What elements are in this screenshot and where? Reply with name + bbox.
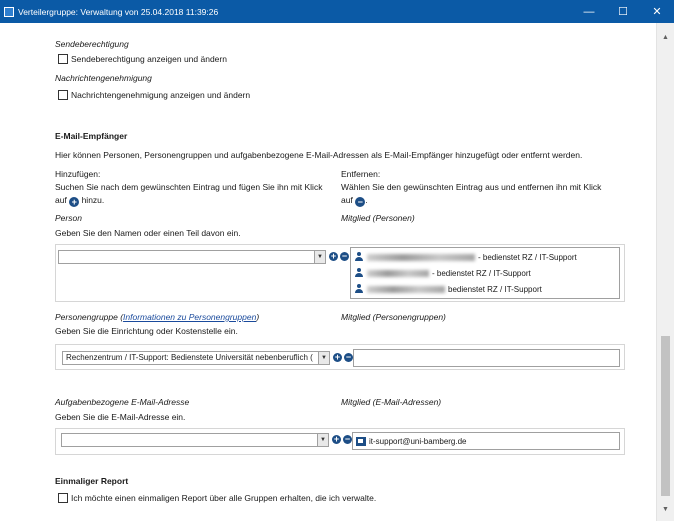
group-select[interactable]: Rechenzentrum / IT-Support: Bedienstete Universität nebenberuflich ( ▼ — [62, 351, 330, 365]
group-label: Personengruppe (Informationen zu Personengruppen) — [55, 312, 260, 322]
chevron-down-icon[interactable]: ▼ — [317, 434, 328, 446]
address-input[interactable] — [61, 433, 329, 447]
recipients-intro: Hier können Personen, Personengruppen und aufgabenbezogene E-Mail-Adressen als E-Mail-Empfänger hinzugefügt oder entfernt werden. — [55, 150, 583, 160]
group-info-link[interactable]: Informationen zu Personengruppen — [123, 312, 257, 322]
person-label: Person — [55, 213, 82, 223]
minus-circle-icon: − — [355, 197, 365, 207]
remove-label: Entfernen: — [341, 169, 381, 179]
remove-address-button[interactable]: − — [344, 434, 351, 444]
add-text-1: Suchen Sie nach dem gewünschten Eintrag und fügen Sie ihn mit Klick — [55, 182, 323, 192]
person-icon — [354, 252, 364, 262]
report-heading: Einmaliger Report — [55, 476, 129, 486]
approval-row[interactable] — [58, 90, 250, 100]
address-members-label: Mitglied (E-Mail-Adressen) — [341, 397, 442, 407]
scrollbar-thumb[interactable] — [661, 336, 670, 496]
list-item[interactable]: it-support@uni-bamberg.de — [356, 434, 467, 448]
person-icon — [354, 268, 364, 278]
add-group-button[interactable]: + — [334, 352, 341, 362]
address-members-list[interactable] — [352, 432, 620, 450]
list-item[interactable]: bedienstet RZ / IT-Support — [354, 282, 542, 296]
add-text-2: auf + hinzu. — [55, 195, 105, 207]
send-permission-row[interactable] — [58, 54, 227, 64]
send-permission-checkbox[interactable] — [58, 54, 68, 64]
chevron-down-icon[interactable]: ▼ — [314, 251, 325, 263]
list-item[interactable]: - bedienstet RZ / IT-Support — [354, 250, 577, 264]
remove-person-button[interactable]: − — [341, 251, 348, 261]
group-members-label: Mitglied (Personengruppen) — [341, 312, 446, 322]
title-bar — [0, 0, 674, 23]
scroll-down-icon[interactable]: ▼ — [662, 506, 669, 513]
close-button[interactable]: ✕ — [652, 6, 662, 18]
person-hint: Geben Sie den Namen oder einen Teil davon ein. — [55, 228, 241, 238]
report-label: Ich möchte einen einmaligen Report über alle Gruppen erhalten, die ich verwalte. — [71, 493, 377, 503]
recipients-heading: E-Mail-Empfänger — [55, 131, 128, 141]
address-label: Aufgabenbezogene E-Mail-Adresse — [55, 397, 190, 407]
dialog-content — [0, 23, 656, 521]
vertical-scrollbar[interactable] — [656, 23, 674, 521]
address-hint: Geben Sie die E-Mail-Adresse ein. — [55, 412, 186, 422]
remove-text-2: auf − . — [341, 195, 368, 207]
approval-heading: Nachrichtengenehmigung — [55, 73, 152, 83]
approval-checkbox[interactable] — [58, 90, 68, 100]
person-members-list[interactable] — [350, 247, 620, 299]
group-hint: Geben Sie die Einrichtung oder Kostenstelle ein. — [55, 326, 238, 336]
send-permission-heading: Sendeberechtigung — [55, 39, 129, 49]
chevron-down-icon[interactable]: ▼ — [318, 352, 329, 364]
app-icon — [4, 7, 14, 17]
add-address-button[interactable]: + — [333, 434, 340, 444]
report-row[interactable] — [58, 493, 376, 503]
person-icon — [354, 284, 364, 294]
add-label: Hinzufügen: — [55, 169, 101, 179]
minimize-button[interactable]: — — [583, 5, 595, 18]
list-item[interactable]: - bedienstet RZ / IT-Support — [354, 266, 531, 280]
scroll-up-icon[interactable]: ▲ — [662, 34, 669, 41]
send-permission-label: Sendeberechtigung anzeigen und ändern — [71, 54, 227, 64]
mail-icon — [356, 437, 366, 446]
plus-circle-icon: + — [69, 197, 79, 207]
remove-text-1: Wählen Sie den gewünschten Eintrag aus und entfernen ihn mit Klick — [341, 182, 602, 192]
window-title: Verteilergruppe: Verwaltung von 25.04.2018 11:39:26 — [18, 6, 219, 17]
add-person-button[interactable]: + — [330, 251, 337, 261]
maximize-button[interactable]: ☐ — [618, 6, 628, 18]
group-members-list[interactable] — [353, 349, 620, 367]
person-search-input[interactable] — [58, 250, 326, 264]
approval-label: Nachrichtengenehmigung anzeigen und ändern — [71, 90, 251, 100]
person-members-label: Mitglied (Personen) — [341, 213, 415, 223]
remove-group-button[interactable]: − — [345, 352, 352, 362]
report-checkbox[interactable] — [58, 493, 68, 503]
